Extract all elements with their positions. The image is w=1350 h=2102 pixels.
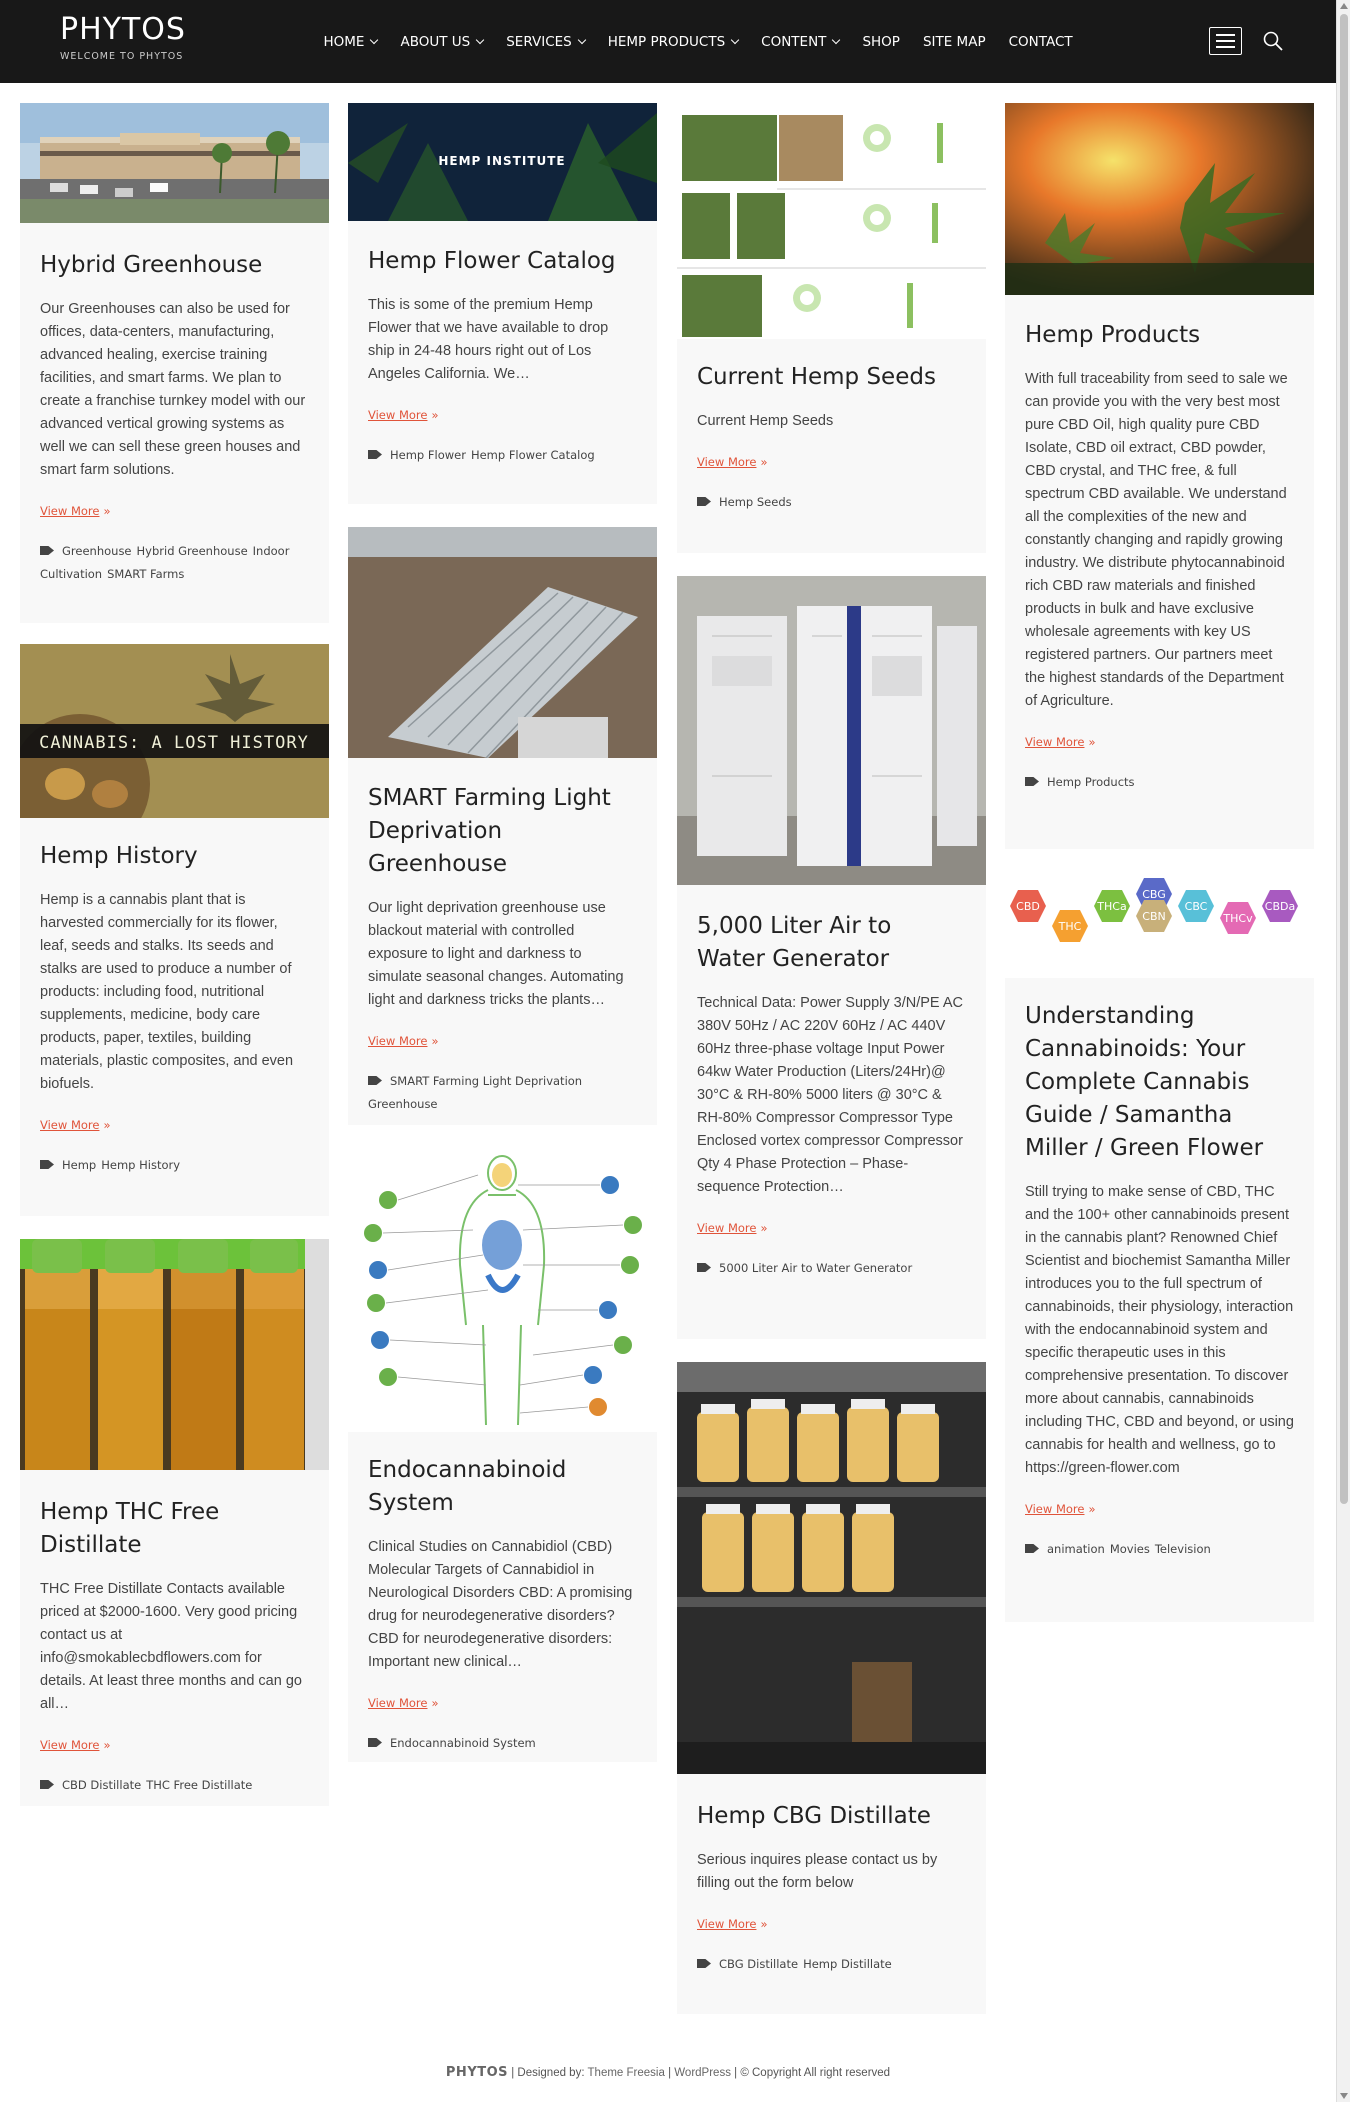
post-card-smart-farming [348,527,657,1125]
nav-item-site-map[interactable] [923,34,986,50]
post-tags [368,444,637,467]
greenhouse-photo [20,103,329,223]
post-excerpt: Serious inquires please contact us by filling out the form below [697,1852,938,1891]
hex-label: THCa [1097,900,1127,913]
tag-icon [697,1959,711,1968]
site-footer [0,2065,1336,2080]
tag-icon [1025,777,1039,786]
hex-label: CBD [1016,900,1040,913]
tag-link[interactable]: CBD Distillate [62,1778,142,1792]
nav-item-contact[interactable] [1009,34,1073,50]
tag-icon [40,546,54,555]
tag-link[interactable]: CBG Distillate [719,1957,799,1971]
post-tags [40,540,309,586]
double-chevron-right-icon: » [103,504,111,518]
post-tags [368,1070,637,1116]
post-excerpt: With full traceability from seed to sale we can provide you with the very best most pure CBD Oil, high quality pure CBD Isolate, CBD oil extract, CBD powder, CBD crystal, and THC free, & full spectrum CBD available. We understand all the complexities of the new and constantly changing and rapidly growing industry. We distribute phytocannabinoid rich CBD raw materials and finished products in bulk and have exclusive wholesale agreements with key US registered partners. Our partners meet the highest standards of the Department of Agriculture. [1025,371,1288,709]
tag-link[interactable]: THC Free Distillate [146,1778,253,1792]
hex-label: CBDa [1264,900,1296,913]
post-card-hemp-thc-free-distillate [20,1239,329,1806]
tag-link[interactable]: SMART Farms [107,567,185,581]
double-chevron-right-icon: » [1088,735,1096,749]
nav-label: HEMP PRODUCTS [607,33,726,50]
footer-copyright: | © Copyright All right reserved [734,2067,891,2079]
hex-label: THC [1058,920,1082,933]
chevron-down-icon [476,35,484,43]
post-card-air-to-water-generator [677,576,986,1339]
post-title[interactable]: 5,000 Liter Air to Water Generator [697,913,892,972]
nav-label: SERVICES [506,33,572,50]
post-image[interactable] [348,1145,657,1432]
tag-link[interactable]: Endocannabinoid System [390,1736,536,1750]
tag-link[interactable]: Greenhouse [62,544,132,558]
view-more-link[interactable] [368,1034,439,1048]
view-more-label: View More [697,1917,757,1931]
hamburger-menu-button[interactable] [1209,27,1242,55]
search-icon[interactable] [1262,30,1284,52]
post-card-current-hemp-seeds [677,103,986,553]
tag-icon [697,497,711,506]
post-card-hemp-products [1005,103,1314,849]
double-chevron-right-icon: » [760,1917,768,1931]
menu-bar [1216,34,1235,36]
scrollbar-thumb[interactable] [1340,14,1348,1504]
nav-item-hemp-products[interactable] [608,34,738,50]
post-image[interactable] [348,103,657,221]
post-title[interactable]: Hemp History [40,843,198,869]
post-card-hybrid-greenhouse [20,103,329,623]
post-image[interactable] [677,103,986,339]
post-card-hemp-cbg-distillate [677,1362,986,2014]
view-more-label: View More [1025,1502,1085,1516]
hex-label: CBN [1142,910,1166,923]
hex-label: THCv [1223,912,1253,925]
post-title[interactable]: Understanding Cannabinoids: Your Complete Cannabis Guide / Samantha Miller / Green Flower [1025,1003,1264,1161]
nav-item-content[interactable] [761,34,839,50]
view-more-label: View More [368,1034,428,1048]
footer-theme-link[interactable]: Theme Freesia [587,2067,665,2079]
footer-brand[interactable]: PHYTOS [445,2065,509,2080]
view-more-link[interactable] [368,1696,439,1710]
double-chevron-right-icon: » [1088,1502,1096,1516]
tag-link[interactable]: Hemp Products [1047,775,1135,789]
view-more-link[interactable] [40,1738,111,1752]
post-excerpt: Hemp is a cannabis plant that is harvested commercially for its flower, leaf, seeds and stalks. Its seeds and stalks are used to produce a number of products: including food, nutritional supplements, medicine, body care products, paper, textiles, building materials, plastic composites, and even biofuels. [40,892,294,1092]
view-more-link[interactable] [1025,735,1096,749]
tag-link[interactable]: Hemp [62,1158,97,1172]
post-image[interactable] [1005,103,1314,295]
post-excerpt: This is some of the premium Hemp Flower that we have available to drop ship in 24-48 hours right out of Los Angeles California. We… [368,297,609,382]
post-tags [697,491,966,514]
view-more-label: View More [40,1118,100,1132]
post-tags [368,1732,637,1755]
post-card-endocannabinoid-system [348,1145,657,1762]
tag-icon [368,1738,382,1747]
view-more-label: View More [697,1221,757,1235]
post-excerpt: Our Greenhouses can also be used for offices, data-centers, manufacturing, advanced healing, exercise training facilities, and smart farms. We plan to create a franchise turnkey model with our advanced vertical growing systems as well we can sell these green houses and smart farm solutions. [40,301,306,478]
tag-link[interactable]: Hemp Seeds [719,495,792,509]
post-excerpt: Our light deprivation greenhouse use blackout material with controlled exposure to light and darkness to simulate seasonal changes. Automating light and darkness tricks the plants… [368,900,624,1008]
chevron-down-icon [832,35,840,43]
tag-icon [40,1780,54,1789]
post-image[interactable] [1005,878,1314,978]
post-excerpt: Current Hemp Seeds [697,413,834,429]
post-title[interactable]: Hemp Products [1025,322,1201,348]
post-card-understanding-cannabinoids [1005,878,1314,1622]
post-tags [697,1257,966,1280]
air-to-water-generator-photo [677,576,986,885]
post-title[interactable]: Endocannabinoid System [368,1457,567,1516]
distillate-bottles-photo [20,1239,329,1470]
chevron-down-icon [577,35,585,43]
tag-icon [368,1076,382,1085]
scroll-up-arrow-icon[interactable] [1340,3,1348,9]
site-title[interactable]: PHYTOS [60,12,186,47]
double-chevron-right-icon: » [431,1696,439,1710]
view-more-label: View More [697,455,757,469]
view-more-label: View More [368,1696,428,1710]
post-title[interactable]: Hemp THC Free Distillate [40,1499,220,1558]
post-card-hemp-flower-catalog [348,103,657,504]
tag-link[interactable]: Hemp Flower [390,448,466,462]
footer-wordpress-link[interactable]: WordPress [674,2067,731,2079]
nav-label: SHOP [862,33,900,50]
tag-icon [368,450,382,459]
post-tags [40,1154,309,1177]
hemp-institute-banner [348,103,657,221]
main-nav [312,0,1084,83]
double-chevron-right-icon: » [760,1221,768,1235]
view-more-link[interactable] [697,455,768,469]
post-card-hemp-history [20,644,329,1216]
post-tags [1025,1538,1294,1561]
hemp-leaves-sunset-photo [1005,103,1314,295]
post-title[interactable]: Hemp CBG Distillate [697,1803,931,1829]
scroll-down-arrow-icon[interactable] [1340,2093,1348,2099]
chevron-down-icon [370,35,378,43]
post-title[interactable]: Current Hemp Seeds [697,364,936,390]
double-chevron-right-icon: » [760,455,768,469]
view-more-link[interactable] [40,504,111,518]
view-more-link[interactable] [697,1917,768,1931]
nav-item-about-us[interactable] [400,34,483,50]
light-deprivation-greenhouse-photo [348,527,657,758]
hex-label: CBG [1142,888,1166,901]
post-tags [1025,771,1294,794]
post-title[interactable]: SMART Farming Light Deprivation Greenhouse [368,785,611,877]
tag-link[interactable]: animation [1047,1542,1105,1556]
view-more-link[interactable] [40,1118,111,1132]
view-more-link[interactable] [1025,1502,1096,1516]
post-excerpt: THC Free Distillate Contacts available priced at $2000-1600. Very good pricing contact us at info@smokablecbdflowers.com for details. At least three months and can go all… [40,1581,302,1712]
post-image[interactable] [677,576,986,885]
post-image[interactable] [20,644,329,818]
tag-link[interactable]: Hybrid Greenhouse [136,544,248,558]
tag-icon [697,1263,711,1272]
double-chevron-right-icon: » [431,1034,439,1048]
vertical-scrollbar[interactable] [1336,0,1350,2102]
tag-link[interactable]: Movies [1109,1542,1150,1556]
tag-icon [1025,1544,1039,1553]
nav-label: CONTACT [1008,33,1073,50]
tag-link[interactable]: Television [1154,1542,1211,1556]
hemp-seeds-catalog-image [677,103,986,339]
view-more-label: View More [40,504,100,518]
footer-separator: | [668,2067,672,2079]
double-chevron-right-icon: » [103,1118,111,1132]
post-tags [697,1953,966,1976]
tag-link[interactable]: Hemp History [101,1158,181,1172]
site-tagline: WELCOME TO PHYTOS [60,51,184,62]
post-excerpt: Clinical Studies on Cannabidiol (CBD) Molecular Targets of Cannabidiol in Neurological Disorders CBD: A promising drug for neurodegenerative disorders? CBD for neurodegenerative disorders: Important new clinical… [368,1539,633,1670]
chevron-down-icon [731,35,739,43]
view-more-link[interactable] [368,408,439,422]
hex-label: CBC [1184,900,1208,913]
nav-label: CONTENT [761,33,827,50]
view-more-link[interactable] [697,1221,768,1235]
tag-link[interactable]: Hemp Flower Catalog [470,448,595,462]
image-caption: CANNABIS: A LOST HISTORY [39,733,309,753]
nav-label: ABOUT US [400,33,471,50]
site-logo[interactable] [60,12,186,62]
tag-link[interactable]: Hemp Distillate [803,1957,892,1971]
view-more-label: View More [1025,735,1085,749]
view-more-label: View More [368,408,428,422]
site-header [0,0,1336,83]
post-excerpt: Technical Data: Power Supply 3/N/PE AC 380V 50Hz / AC 220V 60Hz / AC 440V 60Hz three-phase voltage Input Power 64kw Water Production (Liters/24Hr)@ 30°C & RH-80% 5000 liters @ 30°C & RH-80% Compressor Compressor Type Enclosed vortex compressor Compressor Qty 4 Phase Protection – Phase-sequence Protection… [697,995,963,1195]
menu-bar [1216,46,1235,48]
footer-designed-by: | Designed by: [511,2067,585,2079]
nav-item-home[interactable] [324,34,378,50]
post-image[interactable] [348,527,657,758]
nav-label: SITE MAP [922,33,986,50]
menu-bar [1216,40,1235,42]
cbg-distillate-jars-photo [677,1362,986,1774]
banner-text: HEMP INSTITUTE [438,154,566,168]
nav-item-shop[interactable] [862,34,900,50]
post-image[interactable] [20,103,329,223]
endocannabinoid-body-diagram [348,1145,657,1432]
post-title[interactable]: Hemp Flower Catalog [368,248,616,274]
tag-icon [40,1160,54,1169]
cannabinoid-hexagons-image [1005,878,1314,978]
tag-link[interactable]: SMART Farming Light Deprivation Greenhouse [368,1074,583,1111]
post-image[interactable] [20,1239,329,1470]
post-tags [40,1774,309,1797]
post-image[interactable] [677,1362,986,1774]
double-chevron-right-icon: » [431,408,439,422]
double-chevron-right-icon: » [103,1738,111,1752]
tag-link[interactable]: 5000 Liter Air to Water Generator [719,1261,913,1275]
view-more-label: View More [40,1738,100,1752]
tag-link[interactable]: Indoor Cultivation [40,544,290,581]
nav-label: HOME [323,33,365,50]
cannabis-lost-history-image [20,644,329,818]
post-title[interactable]: Hybrid Greenhouse [40,252,263,278]
nav-item-services[interactable] [506,34,584,50]
post-excerpt: Still trying to make sense of CBD, THC and the 100+ other cannabinoids present in the cannabis plant? Renowned Chief Scientist and biochemist Samantha Miller introduces you to the full spectrum of cannabinoids, their physiology, interaction with the endocannabinoid system and specific therapeutic uses in this comprehensive presentation. To discover more about cannabis, cannabinoids including THC, CBD and beyond, or using cannabis for health and wellness, go to https://green-flower.com [1025,1184,1294,1476]
